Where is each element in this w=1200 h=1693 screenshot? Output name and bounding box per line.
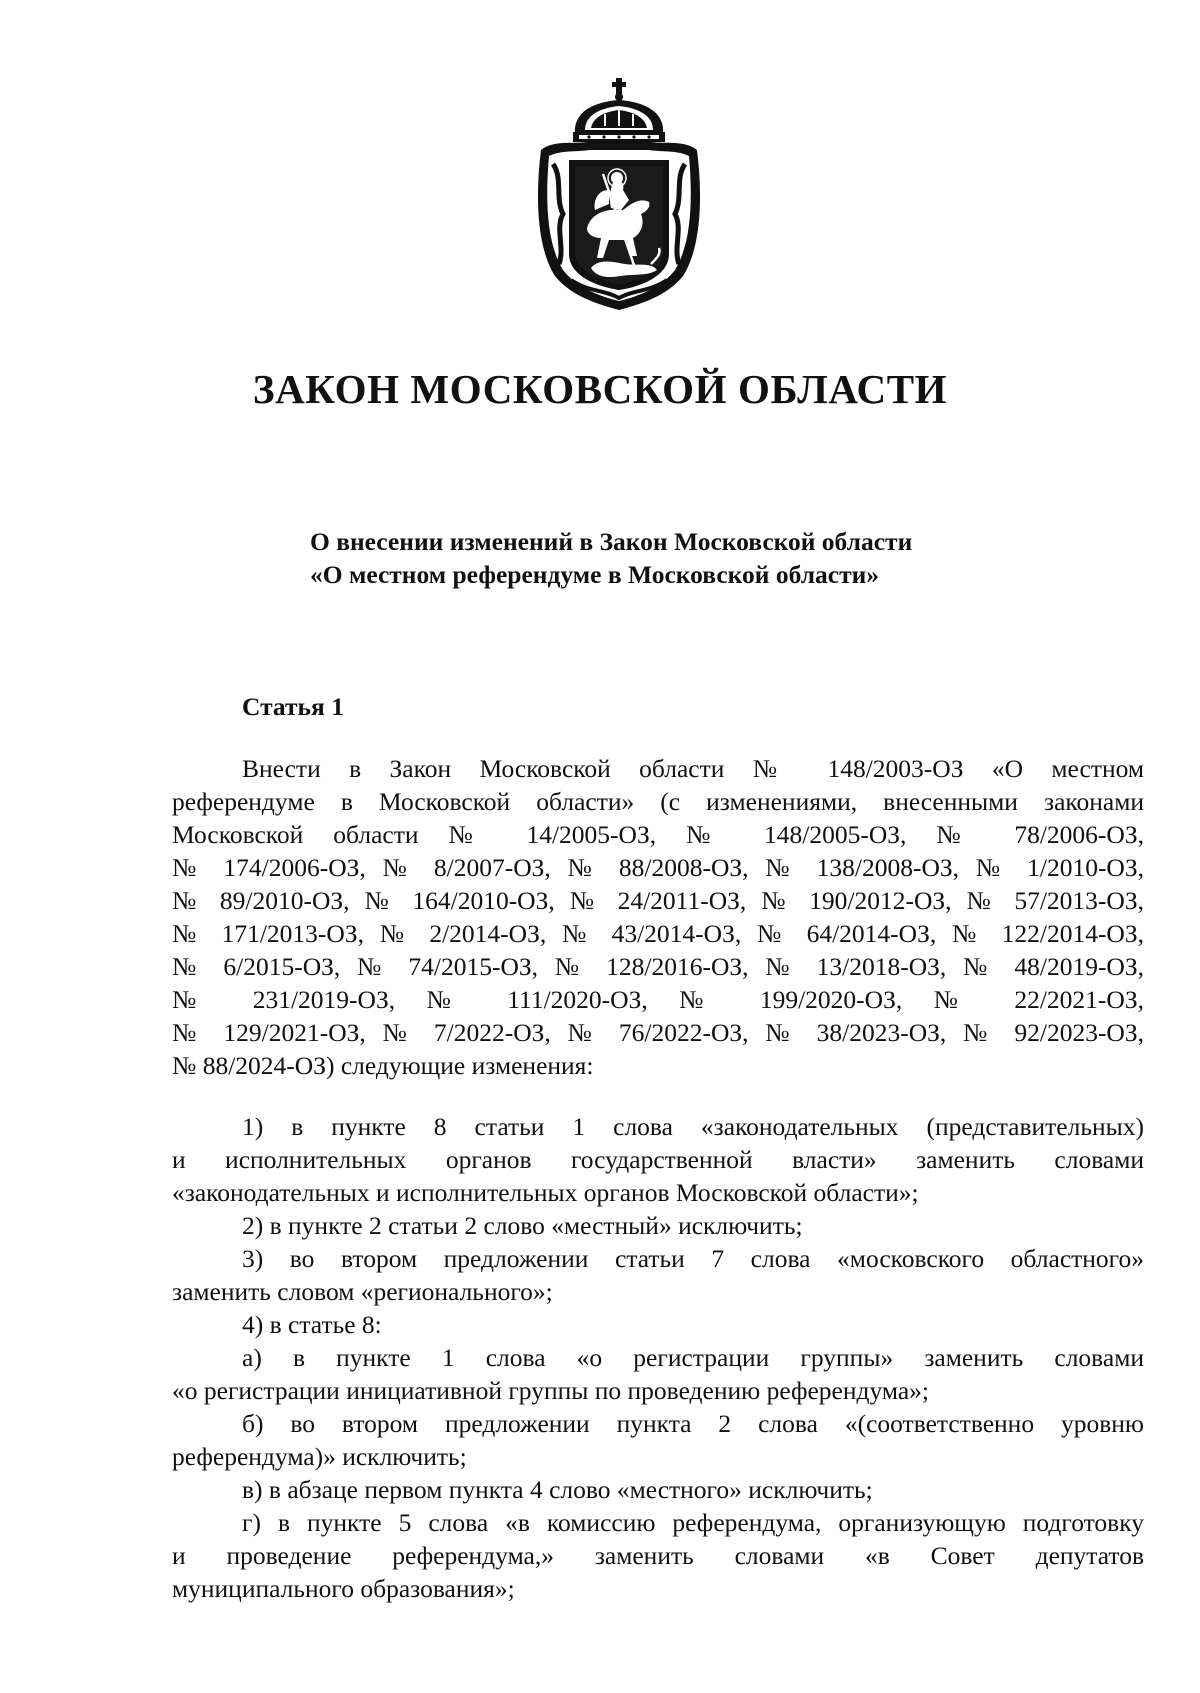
amendment-line: 4) в статье 8: [242, 1310, 382, 1339]
text-line: референдуме в Московской области» (с изменениями, внесенными законами [172, 787, 1144, 816]
amendment-line: б) во втором предложении пункта 2 слова «(соответственно уровню [242, 1409, 1144, 1438]
text-line: № 171/2013-ОЗ, № 2/2014-ОЗ, № 43/2014-ОЗ, № 64/2014-ОЗ, № 122/2014-ОЗ, [172, 919, 1144, 948]
text-line: Московской области № 14/2005-ОЗ, № 148/2005-ОЗ, № 78/2006-ОЗ, [172, 820, 1144, 849]
text-line: № 88/2024-ОЗ) следующие изменения: [172, 1051, 594, 1080]
amendment-line: а) в пункте 1 слова «о регистрации группы» заменить словами [242, 1343, 1144, 1372]
amendments-list [172, 1110, 1144, 1605]
amendment-line: «о регистрации инициативной группы по проведению референдума»; [172, 1376, 930, 1405]
amendment-line: и проведение референдума,» заменить словами «в Совет депутатов [172, 1541, 1144, 1570]
text-line: Внести в Закон Московской области № 148/2003-ОЗ «О местном [242, 754, 1144, 783]
text-line: № 6/2015-ОЗ, № 74/2015-ОЗ, № 128/2016-ОЗ, № 13/2018-ОЗ, № 48/2019-ОЗ, [172, 952, 1144, 981]
law-subject-line: О внесении изменений в Закон Московской области [310, 527, 913, 556]
amendment-line: 1) в пункте 8 статьи 1 слова «законодательных (представительных) [242, 1112, 1144, 1141]
amendment-line: 3) во втором предложении статьи 7 слова «московского областного» [242, 1244, 1144, 1273]
law-subject [310, 525, 912, 591]
text-line: № 129/2021-ОЗ, № 7/2022-ОЗ, № 76/2022-ОЗ, № 38/2023-ОЗ, № 92/2023-ОЗ, [172, 1018, 1144, 1047]
amendment-line: заменить словом «регионального»; [172, 1277, 553, 1306]
law-subject-line: «О местном референдуме в Московской области» [310, 560, 880, 589]
moscow-oblast-coat-of-arms-icon [533, 78, 705, 310]
amendment-line: «законодательных и исполнительных органов Московской области»; [172, 1178, 919, 1207]
amendment-line: в) в абзаце первом пункта 4 слово «местного» исключить; [242, 1475, 873, 1504]
article-heading: Статья 1 [242, 692, 344, 721]
amendment-line: г) в пункте 5 слова «в комиссию референдума, организующую подготовку [242, 1508, 1144, 1537]
amendment-line: муниципального образования»; [172, 1574, 515, 1603]
text-line: № 89/2010-ОЗ, № 164/2010-ОЗ, № 24/2011-ОЗ, № 190/2012-ОЗ, № 57/2013-ОЗ, [172, 886, 1144, 915]
amendment-line: и исполнительных органов государственной власти» заменить словами [172, 1145, 1144, 1174]
text-line: № 174/2006-ОЗ, № 8/2007-ОЗ, № 88/2008-ОЗ, № 138/2008-ОЗ, № 1/2010-ОЗ, [172, 853, 1144, 882]
document-title: ЗАКОН МОСКОВСКОЙ ОБЛАСТИ [252, 366, 948, 412]
text-line: № 231/2019-ОЗ, № 111/2020-ОЗ, № 199/2020-ОЗ, № 22/2021-ОЗ, [172, 985, 1144, 1014]
preamble-paragraph [172, 752, 1144, 1082]
amendment-line: 2) в пункте 2 статьи 2 слово «местный» исключить; [242, 1211, 803, 1240]
amendment-line: референдума)» исключить; [172, 1442, 467, 1471]
